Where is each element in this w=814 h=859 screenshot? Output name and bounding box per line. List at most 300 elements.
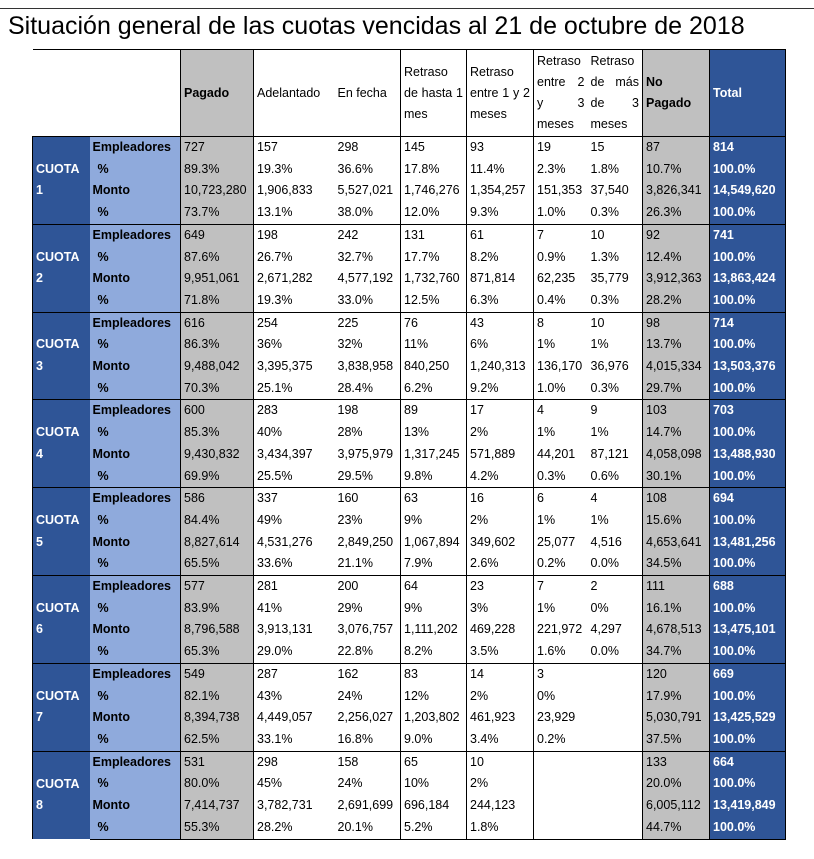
data-cell: 26.7%	[254, 247, 335, 269]
data-cell: 11.4%	[467, 159, 534, 181]
data-cell: 200	[335, 576, 401, 598]
data-cell: 34.5%	[643, 553, 710, 575]
total-cell: 703	[710, 400, 786, 422]
data-cell: 2,849,250	[337, 534, 394, 549]
row-label: %	[90, 422, 181, 444]
table-row	[33, 707, 786, 729]
data-cell: 10	[588, 312, 643, 334]
row-label: %	[90, 378, 181, 400]
row-label: %	[90, 598, 181, 620]
row-label: %	[90, 510, 181, 532]
data-cell: 23	[467, 576, 534, 598]
column-header: Retraso de más de 3 meses	[588, 50, 643, 137]
total-cell: 100.0%	[710, 773, 786, 795]
row-label: %	[90, 553, 181, 575]
data-cell: 16.1%	[643, 598, 710, 620]
cuotas-table	[32, 49, 786, 840]
data-cell	[534, 795, 588, 817]
data-cell: 6.3%	[467, 290, 534, 312]
data-cell: 25.1%	[254, 378, 335, 400]
data-cell: 15.6%	[643, 510, 710, 532]
data-cell: 111	[643, 576, 710, 598]
data-cell: 17.7%	[401, 247, 467, 269]
data-cell: 29%	[337, 600, 363, 615]
data-cell: 10	[467, 751, 534, 773]
data-cell: 24%	[337, 688, 363, 703]
data-cell: 23%	[337, 512, 363, 527]
data-cell: 9.3%	[467, 202, 534, 224]
data-cell: 8,796,588	[181, 619, 254, 641]
data-cell: 8.2%	[467, 247, 534, 269]
data-cell: 6.2%	[401, 378, 467, 400]
row-label: %	[90, 773, 181, 795]
total-cell: 100.0%	[710, 510, 786, 532]
data-cell: 131	[401, 224, 467, 246]
row-label: Empleadores	[90, 663, 181, 685]
data-cell: 0.0%	[588, 641, 643, 663]
data-cell: 83.9%	[181, 598, 254, 620]
data-cell: 7	[534, 576, 588, 598]
data-cell: 43%	[254, 686, 335, 708]
data-cell: 4,516	[590, 534, 622, 549]
data-cell: 64	[401, 576, 467, 598]
data-cell: 20.1%	[335, 817, 401, 839]
data-cell: 65.3%	[181, 641, 254, 663]
data-cell: 3,913,131	[254, 619, 335, 641]
data-cell: 4,449,057	[254, 707, 335, 729]
table-row	[33, 795, 786, 817]
data-cell: 83	[401, 663, 467, 685]
data-cell: 19.3%	[254, 290, 335, 312]
data-cell: 25.5%	[254, 466, 335, 488]
data-cell	[588, 795, 643, 817]
total-cell: 100.0%	[710, 641, 786, 663]
table-row	[33, 378, 786, 400]
data-cell: 120	[643, 663, 710, 685]
data-cell: 461,923	[467, 707, 534, 729]
data-cell: 3.5%	[467, 641, 534, 663]
data-cell: 43	[467, 312, 534, 334]
data-cell: 0.3%	[588, 202, 643, 224]
data-cell	[588, 729, 643, 751]
data-cell: 1%	[590, 425, 609, 440]
data-cell: 12.5%	[401, 290, 467, 312]
data-cell: 14.7%	[643, 422, 710, 444]
data-cell: 80.0%	[181, 773, 254, 795]
total-cell: 100.0%	[710, 817, 786, 839]
data-cell: 2,691,699	[337, 798, 394, 813]
total-cell: 13,481,256	[710, 532, 786, 554]
table-row	[33, 751, 786, 773]
total-cell: 688	[710, 576, 786, 598]
data-cell: 3,076,757	[337, 622, 394, 637]
data-cell: 1.0%	[534, 378, 588, 400]
data-cell: 6,005,112	[643, 795, 710, 817]
data-cell: 28%	[337, 425, 363, 440]
data-cell: 2.3%	[534, 159, 588, 181]
data-cell: 577	[181, 576, 254, 598]
data-cell: 4,678,513	[643, 619, 710, 641]
data-cell: 13.7%	[643, 334, 710, 356]
row-label: %	[90, 247, 181, 269]
data-cell: 3.4%	[467, 729, 534, 751]
page-title: Situación general de las cuotas vencidas al 21 de octubre de 2018	[8, 12, 745, 40]
cuota-label: CUOTA 8	[33, 751, 90, 839]
total-cell: 694	[710, 488, 786, 510]
data-cell: 2	[588, 576, 643, 598]
data-cell: 133	[643, 751, 710, 773]
data-cell: 9.2%	[467, 378, 534, 400]
data-cell: 1,732,760	[401, 268, 467, 290]
data-cell: 11%	[401, 334, 467, 356]
table-row	[33, 334, 786, 356]
data-cell: 7	[534, 224, 588, 246]
data-cell: 7.9%	[401, 553, 467, 575]
data-cell: 531	[181, 751, 254, 773]
data-cell: 41%	[254, 598, 335, 620]
data-cell: 4.2%	[467, 466, 534, 488]
data-cell: 0.3%	[588, 378, 643, 400]
data-cell: 61	[467, 224, 534, 246]
data-cell: 82.1%	[181, 686, 254, 708]
data-cell: 283	[254, 400, 335, 422]
data-cell: 28.2%	[643, 290, 710, 312]
row-label: Empleadores	[90, 751, 181, 773]
data-cell: 62.5%	[181, 729, 254, 751]
data-cell: 3,975,979	[337, 446, 394, 461]
data-cell: 871,814	[467, 268, 534, 290]
data-cell: 63	[401, 488, 467, 510]
cuota-label: CUOTA 3	[33, 312, 90, 400]
data-cell: 4,058,098	[643, 444, 710, 466]
data-cell: 16.8%	[335, 729, 401, 751]
row-label: %	[90, 202, 181, 224]
total-cell: 100.0%	[710, 598, 786, 620]
data-cell: 8	[534, 312, 588, 334]
data-cell	[588, 707, 643, 729]
data-cell: 1%	[534, 334, 588, 356]
data-cell: 840,250	[401, 356, 467, 378]
column-header: Total	[710, 50, 786, 137]
data-cell: 3,826,341	[643, 180, 710, 202]
row-label: Monto	[90, 268, 181, 290]
data-cell: 4,577,192	[337, 271, 394, 286]
data-cell: 1,067,894	[401, 532, 467, 554]
data-cell	[588, 751, 643, 773]
data-cell: 9,488,042	[181, 356, 254, 378]
table-row	[33, 532, 786, 554]
data-cell: 17.8%	[401, 159, 467, 181]
table-row	[33, 663, 786, 685]
cuota-label: CUOTA 5	[33, 488, 90, 576]
header-row	[33, 50, 786, 137]
total-cell: 100.0%	[710, 422, 786, 444]
column-header: Adelantado	[254, 50, 335, 137]
row-label: %	[90, 817, 181, 839]
data-cell: 29.7%	[643, 378, 710, 400]
data-cell: 1%	[534, 510, 588, 532]
data-cell	[534, 817, 588, 839]
data-cell: 87.6%	[181, 247, 254, 269]
table-row	[33, 773, 786, 795]
data-cell	[534, 773, 588, 795]
column-header: Retraso entre 2 y 3 meses	[534, 50, 588, 137]
data-cell: 8.2%	[401, 641, 467, 663]
data-cell: 36%	[254, 334, 335, 356]
table-row	[33, 488, 786, 510]
data-cell	[588, 773, 643, 795]
data-cell: 6%	[467, 334, 534, 356]
data-cell: 21.1%	[335, 553, 401, 575]
row-label: %	[90, 686, 181, 708]
data-cell: 4	[534, 400, 588, 422]
total-cell: 100.0%	[710, 334, 786, 356]
data-cell: 0.2%	[534, 553, 588, 575]
data-cell: 38.0%	[335, 202, 401, 224]
data-cell: 29.5%	[335, 466, 401, 488]
data-cell	[588, 817, 643, 839]
data-cell: 1,354,257	[467, 180, 534, 202]
data-cell: 2,256,027	[337, 710, 394, 725]
table-row	[33, 180, 786, 202]
data-cell: 1%	[534, 422, 588, 444]
data-cell: 37,540	[590, 183, 629, 198]
data-cell: 1.8%	[467, 817, 534, 839]
data-cell: 33.6%	[254, 553, 335, 575]
data-cell: 30.1%	[643, 466, 710, 488]
data-cell: 162	[335, 663, 401, 685]
data-cell: 727	[181, 137, 254, 159]
column-header: Retraso entre 1 y 2 meses	[467, 50, 534, 137]
data-cell: 5.2%	[401, 817, 467, 839]
row-label: Monto	[90, 180, 181, 202]
data-cell: 242	[335, 224, 401, 246]
data-cell: 12.0%	[401, 202, 467, 224]
total-cell: 100.0%	[710, 247, 786, 269]
data-cell: 0%	[534, 686, 588, 708]
table-row	[33, 400, 786, 422]
data-cell: 45%	[254, 773, 335, 795]
table-row	[33, 247, 786, 269]
row-label: Monto	[90, 356, 181, 378]
data-cell: 649	[181, 224, 254, 246]
table-row	[33, 817, 786, 839]
data-cell: 2%	[467, 510, 534, 532]
cuota-label: CUOTA 1	[33, 137, 90, 225]
data-cell: 0%	[590, 600, 609, 615]
data-cell: 281	[254, 576, 335, 598]
data-cell: 14	[467, 663, 534, 685]
data-cell: 616	[181, 312, 254, 334]
data-cell: 69.9%	[181, 466, 254, 488]
table-row	[33, 268, 786, 290]
data-cell: 9.8%	[401, 466, 467, 488]
data-cell: 65	[401, 751, 467, 773]
data-cell: 1,746,276	[401, 180, 467, 202]
data-cell: 9%	[401, 598, 467, 620]
data-cell: 28.2%	[254, 817, 335, 839]
table-row	[33, 224, 786, 246]
data-cell: 198	[254, 224, 335, 246]
data-cell: 3,434,397	[254, 444, 335, 466]
data-cell: 1,317,245	[401, 444, 467, 466]
data-cell	[588, 663, 643, 685]
data-cell: 98	[643, 312, 710, 334]
data-cell: 1,906,833	[254, 180, 335, 202]
data-cell: 44,201	[534, 444, 588, 466]
data-cell: 19.3%	[254, 159, 335, 181]
row-label: %	[90, 159, 181, 181]
cuota-label: CUOTA 2	[33, 224, 90, 312]
total-cell: 100.0%	[710, 290, 786, 312]
table-row	[33, 422, 786, 444]
row-label: Monto	[90, 444, 181, 466]
data-cell: 103	[643, 400, 710, 422]
data-cell: 70.3%	[181, 378, 254, 400]
data-cell: 3,782,731	[254, 795, 335, 817]
cuota-label: CUOTA 7	[33, 663, 90, 751]
table-row	[33, 466, 786, 488]
data-cell: 89.3%	[181, 159, 254, 181]
data-cell: 93	[467, 137, 534, 159]
data-cell: 33.1%	[254, 729, 335, 751]
data-cell: 600	[181, 400, 254, 422]
data-cell: 17	[467, 400, 534, 422]
data-cell: 9,951,061	[181, 268, 254, 290]
row-label: Monto	[90, 795, 181, 817]
total-cell: 741	[710, 224, 786, 246]
data-cell: 108	[643, 488, 710, 510]
data-cell: 298	[254, 751, 335, 773]
total-cell: 13,503,376	[710, 356, 786, 378]
row-label: Empleadores	[90, 137, 181, 159]
data-cell: 9	[588, 400, 643, 422]
data-cell: 10	[588, 224, 643, 246]
table-row	[33, 202, 786, 224]
data-cell: 2%	[467, 686, 534, 708]
data-cell: 349,602	[467, 532, 534, 554]
header-corner	[33, 50, 181, 137]
data-cell: 1%	[590, 512, 609, 527]
table-row	[33, 356, 786, 378]
data-cell: 4,531,276	[254, 532, 335, 554]
row-label: Monto	[90, 619, 181, 641]
table-row	[33, 312, 786, 334]
data-cell: 1,240,313	[467, 356, 534, 378]
data-cell: 586	[181, 488, 254, 510]
data-cell: 32%	[337, 337, 363, 352]
row-label: %	[90, 466, 181, 488]
data-cell: 4,015,334	[643, 356, 710, 378]
data-cell: 696,184	[401, 795, 467, 817]
data-cell: 469,228	[467, 619, 534, 641]
data-cell: 13.1%	[254, 202, 335, 224]
total-cell: 664	[710, 751, 786, 773]
row-label: Empleadores	[90, 400, 181, 422]
total-cell: 100.0%	[710, 159, 786, 181]
data-cell: 20.0%	[643, 773, 710, 795]
data-cell: 87	[643, 137, 710, 159]
data-cell: 136,170	[534, 356, 588, 378]
data-cell: 3	[534, 663, 588, 685]
cuota-label: CUOTA 4	[33, 400, 90, 488]
row-label: Monto	[90, 532, 181, 554]
data-cell: 6	[534, 488, 588, 510]
row-label: %	[90, 729, 181, 751]
table-row	[33, 729, 786, 751]
data-cell: 4,297	[590, 622, 622, 637]
data-cell: 1.0%	[534, 202, 588, 224]
data-cell: 8,394,738	[181, 707, 254, 729]
data-cell	[534, 751, 588, 773]
total-cell: 14,549,620	[710, 180, 786, 202]
data-cell: 571,889	[467, 444, 534, 466]
data-cell: 85.3%	[181, 422, 254, 444]
total-cell: 100.0%	[710, 202, 786, 224]
row-label: %	[90, 334, 181, 356]
column-header: No Pagado	[643, 50, 710, 137]
cuota-label: CUOTA 6	[33, 576, 90, 664]
table-row	[33, 686, 786, 708]
table-row	[33, 598, 786, 620]
data-cell: 158	[335, 751, 401, 773]
data-cell: 9%	[401, 510, 467, 532]
data-cell: 7,414,737	[181, 795, 254, 817]
total-cell: 13,475,101	[710, 619, 786, 641]
data-cell: 1.3%	[590, 249, 619, 264]
data-cell: 9,430,832	[181, 444, 254, 466]
data-cell: 3,395,375	[254, 356, 335, 378]
data-cell: 160	[335, 488, 401, 510]
table-row	[33, 619, 786, 641]
data-cell: 65.5%	[181, 553, 254, 575]
total-cell: 13,425,529	[710, 707, 786, 729]
total-cell: 13,863,424	[710, 268, 786, 290]
total-cell: 13,488,930	[710, 444, 786, 466]
data-cell: 19	[534, 137, 588, 159]
table-row	[33, 510, 786, 532]
data-cell: 2%	[467, 773, 534, 795]
data-cell: 84.4%	[181, 510, 254, 532]
data-cell: 157	[254, 137, 335, 159]
total-cell: 100.0%	[710, 466, 786, 488]
data-cell: 221,972	[534, 619, 588, 641]
total-cell: 100.0%	[710, 729, 786, 751]
data-cell: 3,838,958	[337, 359, 394, 374]
column-header: Pagado	[181, 50, 254, 137]
data-cell: 22.8%	[335, 641, 401, 663]
row-label: %	[90, 641, 181, 663]
data-cell: 287	[254, 663, 335, 685]
data-cell: 244,123	[467, 795, 534, 817]
table-row	[33, 444, 786, 466]
data-cell: 0.4%	[534, 290, 588, 312]
data-cell: 4,653,641	[643, 532, 710, 554]
data-cell: 8,827,614	[181, 532, 254, 554]
total-cell: 100.0%	[710, 686, 786, 708]
data-cell: 10,723,280	[181, 180, 254, 202]
data-cell: 89	[401, 400, 467, 422]
data-cell: 23,929	[534, 707, 588, 729]
data-cell: 13%	[401, 422, 467, 444]
data-cell: 337	[254, 488, 335, 510]
data-cell: 10.7%	[643, 159, 710, 181]
data-cell: 0.9%	[534, 247, 588, 269]
data-cell: 2,671,282	[254, 268, 335, 290]
total-cell: 714	[710, 312, 786, 334]
data-cell: 49%	[254, 510, 335, 532]
data-cell: 34.7%	[643, 641, 710, 663]
